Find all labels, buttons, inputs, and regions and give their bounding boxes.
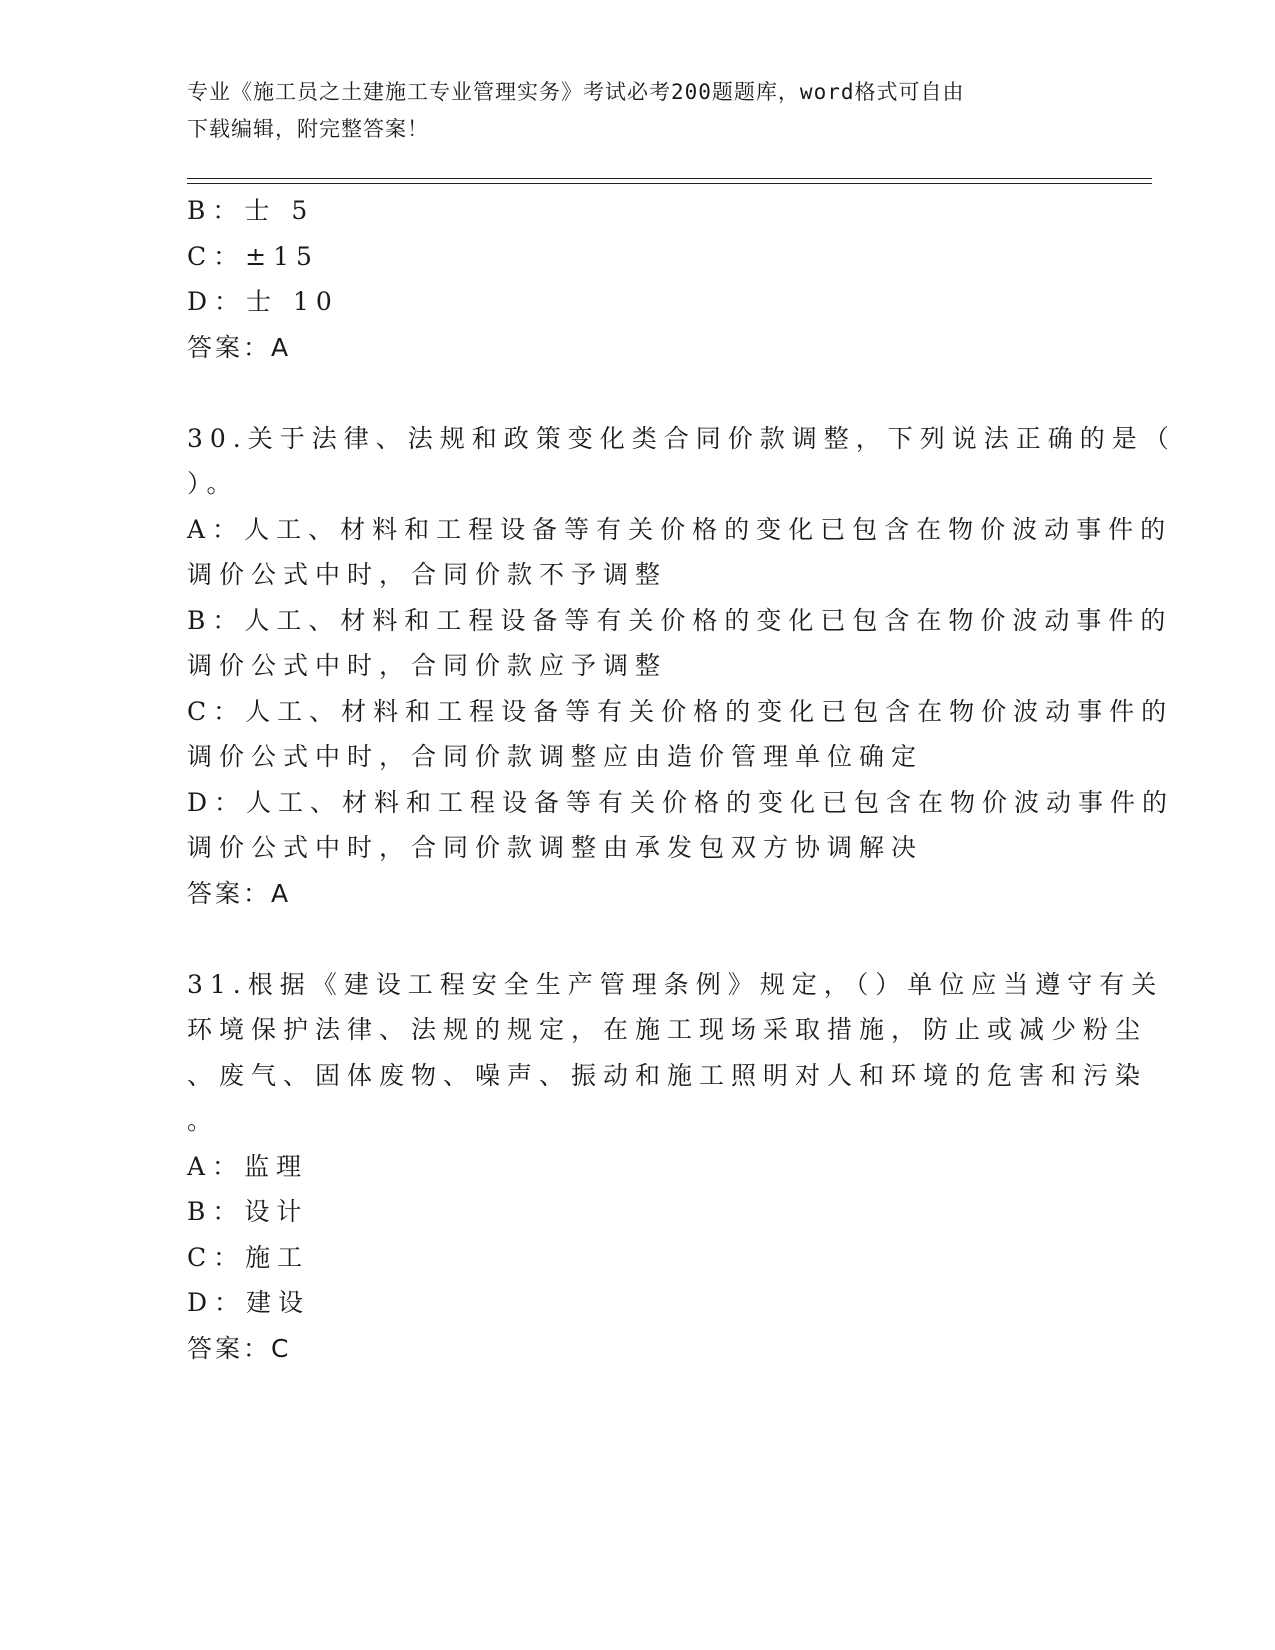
question-content: [187, 188, 1176, 1371]
option-d: D：士 10: [187, 287, 339, 316]
option-b: B：人工、材料和工程设备等有关价格的变化已包含在物价波动事件的 调价公式中时，合同价款应予调整: [187, 605, 1173, 680]
question-stem: 环境保护法律、法规的规定，在施工现场采取措施，防止或减少粉尘: [187, 1015, 1148, 1044]
spacer: [187, 916, 1077, 962]
document-header: [187, 74, 1067, 148]
header-rule-top: [187, 178, 1152, 179]
option-b: B：士 5: [187, 196, 315, 225]
answer-line: 答案：A: [187, 878, 292, 908]
question-stem: 31.根据《建设工程安全生产管理条例》规定，（）单位应当遵守有关: [187, 969, 1164, 999]
option-c: C：人工、材料和工程设备等有关价格的变化已包含在物价波动事件的 调价公式中时，合同价款调整应由造价管理单位确定: [187, 696, 1174, 771]
answer-line: 答案：A: [187, 332, 292, 362]
header-line-2: 下载编辑，附完整答案！: [187, 117, 429, 141]
question-stem: ）。: [187, 469, 239, 498]
option-b: B：设计: [187, 1197, 309, 1226]
question-stem: 30.关于法律、法规和政策变化类合同价款调整，下列说法正确的是（: [187, 423, 1176, 453]
option-a: A：监理: [187, 1151, 309, 1181]
option-a: A：人工、材料和工程设备等有关价格的变化已包含在物价波动事件的 调价公式中时，合同价款不予调整: [187, 514, 1173, 589]
option-c: C：施工: [187, 1242, 310, 1272]
prev-question: [187, 188, 1077, 370]
answer-line: 答案：C: [187, 1333, 292, 1363]
question-30: [187, 416, 1176, 917]
question-stem: 。: [187, 1106, 220, 1135]
header-rule-bottom: [187, 183, 1152, 184]
question-31: [187, 962, 1164, 1372]
option-d: D：人工、材料和工程设备等有关价格的变化已包含在物价波动事件的 调价公式中时，合同价款调整由承发包双方协调解决: [187, 787, 1175, 862]
question-stem: 、废气、固体废物、噪声、振动和施工照明对人和环境的危害和污染: [187, 1060, 1148, 1090]
option-c: C：±15: [187, 241, 319, 271]
spacer: [187, 370, 1077, 416]
option-d: D：建设: [187, 1288, 311, 1317]
header-line-1: 专业《施工员之土建施工专业管理实务》考试必考200题题库，word格式可自由: [187, 80, 965, 104]
